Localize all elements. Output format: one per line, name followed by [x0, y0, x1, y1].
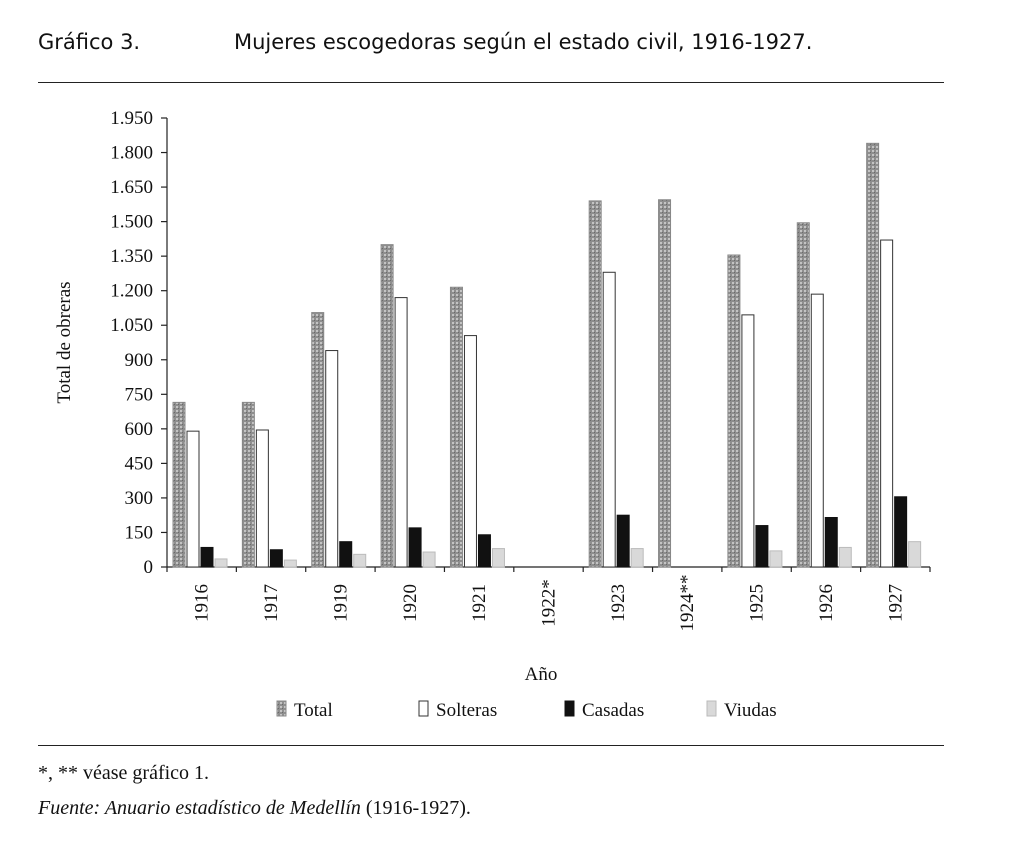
y-tick-label: 1.950 — [110, 108, 153, 129]
x-axis-label: Año — [524, 664, 558, 685]
x-tick-label: 1917 — [261, 584, 283, 622]
x-tick-label: 1927 — [885, 584, 907, 622]
legend-swatch-solteras — [419, 701, 428, 716]
x-tick-label: 1923 — [607, 584, 629, 622]
y-tick-label: 0 — [143, 557, 153, 578]
legend-label-casadas: Casadas — [582, 700, 645, 721]
plot-area — [54, 108, 930, 721]
bar-casadas — [409, 528, 421, 567]
bar-total — [450, 287, 462, 567]
bar-solteras — [464, 336, 476, 567]
figure-label: Gráfico 3. — [38, 30, 141, 54]
bar-casadas — [270, 550, 282, 567]
legend-swatch-casadas — [565, 701, 574, 716]
legend-label-total: Total — [294, 700, 333, 721]
y-tick-label: 900 — [124, 349, 153, 371]
bar-solteras — [326, 351, 338, 567]
x-tick-label: 1925 — [746, 584, 768, 622]
bar-casadas — [617, 515, 629, 567]
bar-casadas — [201, 547, 213, 567]
source-years: (1916-1927). — [360, 797, 471, 819]
bar-viudas — [631, 549, 643, 567]
y-tick-label: 1.050 — [110, 315, 153, 337]
bar-solteras — [187, 431, 199, 567]
bar-solteras — [395, 298, 407, 567]
bar-solteras — [811, 294, 823, 567]
y-tick-label: 1.500 — [110, 211, 153, 233]
bar-total — [242, 402, 254, 567]
x-tick-label: 1921 — [469, 584, 491, 622]
bottom-rule — [38, 745, 944, 746]
bar-viudas — [909, 542, 921, 567]
bar-viudas — [423, 552, 435, 567]
bar-viudas — [839, 547, 851, 567]
y-tick-label: 300 — [124, 487, 153, 509]
legend-swatch-total — [277, 701, 286, 716]
bar-viudas — [492, 549, 504, 567]
figure-title: Mujeres escogedoras según el estado civil, 1916-1927. — [234, 30, 813, 54]
bar-casadas — [478, 535, 490, 567]
bar-casadas — [756, 526, 768, 567]
legend-label-solteras: Solteras — [436, 700, 498, 721]
bar-casadas — [825, 517, 837, 567]
bar-solteras — [256, 430, 268, 567]
source-title: Fuente: Anuario estadístico de Medellín — [38, 797, 361, 819]
bar-total — [797, 223, 809, 567]
bar-viudas — [354, 554, 366, 567]
bar-total — [867, 143, 879, 567]
bar-viudas — [770, 551, 782, 567]
y-tick-label: 1.350 — [110, 246, 153, 268]
footnote: *, ** véase gráfico 1. — [38, 762, 210, 784]
source-note — [38, 797, 471, 820]
y-tick-label: 150 — [124, 522, 153, 544]
y-tick-label: 1.200 — [110, 280, 153, 302]
bar-total — [173, 402, 185, 567]
bar-solteras — [742, 315, 754, 567]
bar-total — [728, 255, 740, 567]
bar-viudas — [284, 560, 296, 567]
x-tick-label: 1919 — [330, 584, 352, 622]
bar-casadas — [340, 542, 352, 567]
top-rule — [38, 82, 944, 83]
bar-viudas — [215, 559, 227, 567]
y-tick-label: 1.800 — [110, 142, 153, 164]
bar-solteras — [603, 272, 615, 567]
y-tick-label: 600 — [124, 418, 153, 440]
y-axis-label: Total de obreras — [54, 281, 75, 404]
bar-solteras — [881, 240, 893, 567]
bar-chart — [0, 90, 1024, 740]
y-tick-label: 450 — [124, 453, 153, 475]
legend-label-viudas: Viudas — [724, 700, 777, 721]
x-tick-label: 1926 — [815, 584, 837, 622]
bar-total — [312, 313, 324, 567]
bar-total — [381, 245, 393, 567]
bar-total — [659, 200, 671, 567]
bar-casadas — [895, 497, 907, 567]
x-tick-label: 1916 — [191, 584, 213, 622]
bar-total — [589, 201, 601, 567]
y-tick-label: 1.650 — [110, 177, 153, 199]
legend-swatch-viudas — [707, 701, 716, 716]
x-tick-label: 1922* — [538, 579, 560, 627]
y-tick-label: 750 — [124, 384, 153, 406]
x-tick-label: 1920 — [399, 584, 421, 622]
x-tick-label: 1924** — [677, 574, 699, 632]
